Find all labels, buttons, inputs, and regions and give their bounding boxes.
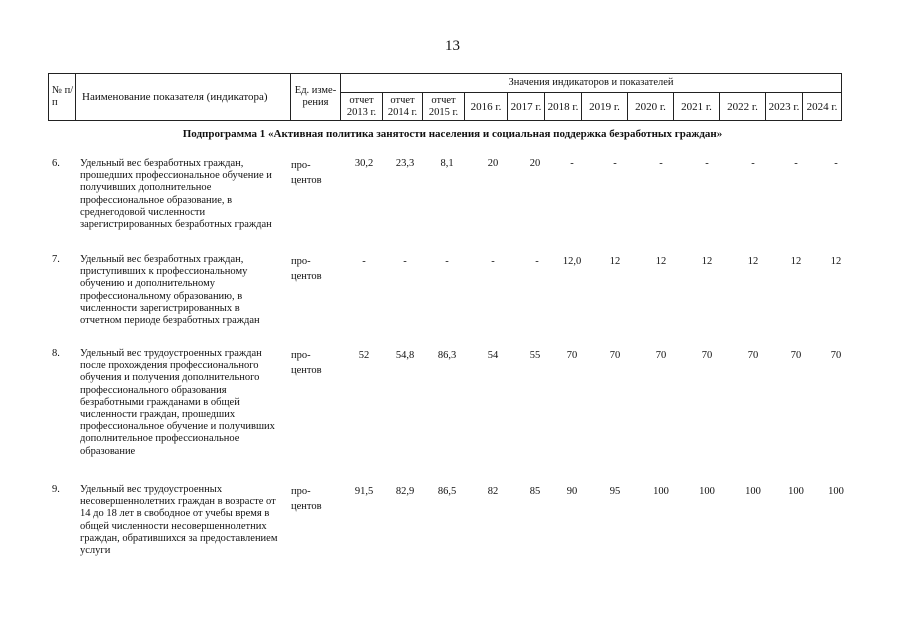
row-value: 100: [745, 486, 761, 497]
row-value: -: [570, 158, 574, 169]
row-value: 100: [699, 486, 715, 497]
row-value: 100: [788, 486, 804, 497]
row-value: 95: [609, 486, 621, 497]
row-value: -: [613, 158, 617, 169]
row-value: -: [751, 158, 755, 169]
row-value: 70: [655, 350, 667, 361]
row-value: 12: [747, 256, 759, 267]
row-value: 70: [747, 350, 759, 361]
row-value: 12: [790, 256, 802, 267]
row-number: 6.: [52, 158, 60, 169]
row-name: Удельный вес трудоустроенных несовершеннолетних граждан в возрасте от 14 до 18 лет в свободное от учебы время в общей численности несовершеннолетних граждан, обратившихся за предоставлением услуги: [80, 484, 278, 557]
header-year: 2023 г.: [766, 93, 803, 121]
row-value: -: [403, 256, 407, 267]
row-value: 100: [653, 486, 669, 497]
row-value: 70: [701, 350, 713, 361]
row-value: 70: [609, 350, 621, 361]
row-value: -: [705, 158, 709, 169]
row-name: Удельный вес безработных граждан, приступивших к профессиональному обучению и дополнительному профессиональному образованию, в численности зарегистрированных в отчетном периоде безработных граждан: [80, 254, 260, 327]
row-value: -: [659, 158, 663, 169]
row-value: 86,3: [437, 350, 457, 361]
row-value: 12,0: [562, 256, 582, 267]
header-unit: Ед. изме- рения: [291, 74, 341, 121]
page-number: 13: [445, 38, 460, 54]
header-values-title: Значения индикаторов и показателей: [341, 74, 842, 93]
row-name: Удельный вес безработных граждан, прошедших профессиональное обучение и получивших дополнительное профессиональное образование, в среднегодовой численности зарегистрированных безработных граждан: [80, 158, 272, 231]
row-unit: про- центов: [291, 486, 322, 512]
row-value: 70: [566, 350, 578, 361]
row-unit: про- центов: [291, 350, 322, 376]
row-value: 82: [487, 486, 499, 497]
row-value: 12: [609, 256, 621, 267]
row-value: 54,8: [395, 350, 415, 361]
row-value: 12: [701, 256, 713, 267]
row-value: -: [794, 158, 798, 169]
header-year: отчет 2015 г.: [423, 93, 465, 121]
header-year: 2021 г.: [674, 93, 720, 121]
header-year: 2020 г.: [628, 93, 674, 121]
row-value: -: [535, 256, 539, 267]
header-year: 2024 г.: [803, 93, 842, 121]
row-value: 70: [830, 350, 842, 361]
row-name: Удельный вес трудоустроенных граждан после прохождения профессионального обучения и получения дополнительного профессионального образования безработными гражданами в общей численности граждан, прошедших профессиональное обучение и получивших дополнительное профессиональное образование: [80, 348, 275, 457]
row-value: -: [445, 256, 449, 267]
row-number: 9.: [52, 484, 60, 495]
row-value: 20: [487, 158, 499, 169]
header-year: 2022 г.: [720, 93, 766, 121]
row-value: -: [834, 158, 838, 169]
header-year: 2018 г.: [545, 93, 582, 121]
row-value: 23,3: [395, 158, 415, 169]
row-value: 54: [487, 350, 499, 361]
header-name: Наименование показателя (индикатора): [76, 74, 291, 121]
row-value: 86,5: [437, 486, 457, 497]
row-value: 12: [655, 256, 667, 267]
header-number: № п/п: [49, 74, 76, 121]
header-year: 2019 г.: [582, 93, 628, 121]
header-year: отчет 2013 г.: [341, 93, 383, 121]
row-unit: про- центов: [291, 160, 322, 186]
row-value: 8,1: [440, 158, 454, 169]
row-value: 90: [566, 486, 578, 497]
row-value: 70: [790, 350, 802, 361]
table-header: [48, 73, 842, 121]
row-value: 82,9: [395, 486, 415, 497]
row-value: -: [362, 256, 366, 267]
row-value: 52: [358, 350, 370, 361]
row-unit: про- центов: [291, 256, 322, 282]
row-value: 20: [529, 158, 541, 169]
header-year: 2017 г.: [508, 93, 545, 121]
row-value: 30,2: [354, 158, 374, 169]
header-year: 2016 г.: [465, 93, 508, 121]
row-value: 12: [830, 256, 842, 267]
row-value: 100: [828, 486, 844, 497]
row-number: 7.: [52, 254, 60, 265]
row-value: 91,5: [354, 486, 374, 497]
header-year: отчет 2014 г.: [383, 93, 423, 121]
row-value: 55: [529, 350, 541, 361]
row-number: 8.: [52, 348, 60, 359]
row-value: -: [491, 256, 495, 267]
row-value: 85: [529, 486, 541, 497]
subprogram-title: Подпрограмма 1 «Активная политика занятости населения и социальная поддержка безработных граждан»: [182, 128, 723, 140]
